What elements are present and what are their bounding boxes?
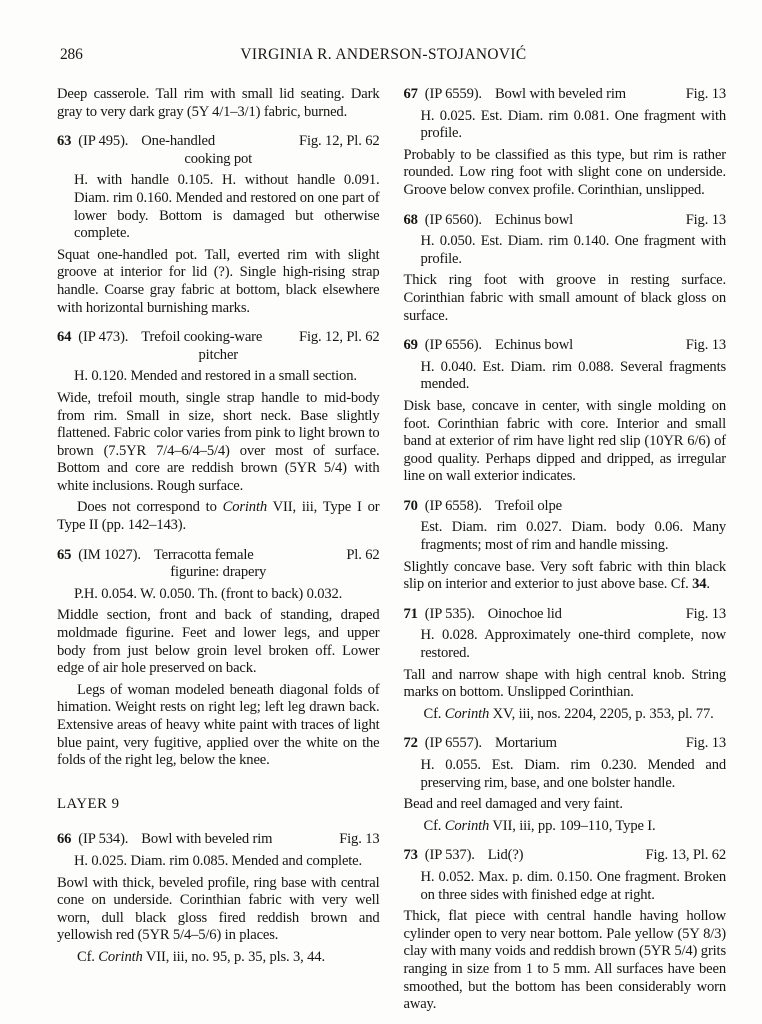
entry-heading [57,133,380,151]
layer-heading: LAYER 9 [57,795,120,812]
reference-text: XV, iii, nos. 2204, 2205, p. 353, pl. 77. [489,705,714,722]
entry-dimensions: H. 0.028. Approximately one-third complete, now restored. [420,627,726,662]
entry-dimensions: P.H. 0.054. W. 0.050. Th. (front to back) 0.032. [74,585,343,602]
entry-figure-ref: Fig. 13 [685,735,726,752]
entry-figure-ref: Fig. 13 [685,337,726,354]
entry-description-2: Legs of woman modeled beneath diagonal folds of himation. Weight rests on right leg; left leg drawn back. Extensive areas of heavy white paint with traces of light blue paint, very fugitive, applied over the white on the folds of the right leg, below the knee. [57,681,380,769]
entry-heading [404,735,727,753]
entry-title-line2: cooking pot [184,150,253,167]
entry-description: Bowl with thick, beveled profile, ring base with central cone on underside. Corinthian fabric with very well worn, dull black gloss fired reddish brown and yellowish red (5YR 5/4–5/6) in places. [57,874,380,944]
entry-title-line2: pitcher [198,346,238,363]
page-header [57,46,726,66]
reference-text: Does not correspond to [77,499,223,516]
entry-figure-ref: Fig. 13 [339,831,380,848]
reference-series-title: Corinth [98,948,143,965]
entry-description: Probably to be classified as this type, but rim is rather rounded. Low ring foot with slight cone on underside. Groove below convex profile. Corinthian, unslipped. [403,146,726,198]
catalog-entry-68 [404,212,727,326]
entry-title: Bowl with beveled rim [494,86,626,102]
running-head: VIRGINIA R. ANDERSON-STOJANOVIĆ [240,46,527,63]
entry-dimensions: H. 0.055. Est. Diam. rim 0.230. Mended and preserving rim, base, and one bolster handle. [420,757,726,791]
entry-reference [404,818,727,836]
entry-inventory: (IP 6559). [424,86,482,102]
entry-dimensions: H. 0.052. Max. p. dim. 0.150. One fragment. Broken on three sides with finished edge at right. [420,868,726,903]
entry-title: Echinus bowl [494,337,573,354]
catalog-entry-63 [57,133,380,317]
entry-title: Mortarium [494,735,557,752]
catalog-entry-70 [404,498,727,594]
entry-heading [404,337,727,355]
entry-description: Thick, flat piece with central handle having hollow cylinder open to very near bottom. Pale yellow (5Y 8/3) clay with many voids and reddish brown (5YR 5/4) grits ranging in size from 1 to 5 mm. All surfaces have been smoothed, but the bottom has been considerably worn away. [403,908,726,1013]
description-text: . [706,576,710,593]
entry-number: 67 [403,86,418,102]
catalog-entry-72 [404,735,727,835]
catalog-entry-64 [57,329,380,535]
entry-description: Tall and narrow shape with high central knob. String marks on bottom. Unslipped Corinthian. [403,666,726,701]
entry-description: Middle section, front and back of standing, draped moldmade figurine. Feet and lower legs, and upper body from just below groin level broken off. Lower edge of air hole preserved on back. [57,607,380,677]
page-number: 286 [60,46,83,63]
reference-text: VII, iii, no. 95, p. 35, pls. 3, 44. [142,948,325,965]
entry-inventory: (IP 6556). [424,337,482,354]
intro-paragraph: Deep casserole. Tall rim with small lid seating. Dark gray to very dark gray (5Y 4/1–3/1) fabric, burned. [57,86,380,120]
entry-inventory: (IP 495). [78,133,129,150]
entry-figure-ref: Fig. 13, Pl. 62 [645,847,726,864]
entry-inventory: (IP 6560). [424,211,482,228]
entry-title: One-handled [141,133,216,150]
entry-number: 69 [403,337,418,354]
reference-text: VII, iii, Type I or Type II (pp. 142–143). [57,499,380,534]
entry-figure-ref: Fig. 13 [685,86,726,102]
entry-number: 63 [57,133,72,150]
description-text: Slightly concave base. Very soft fabric with thin black slip on interior and exterior to just above base. Cf. [403,558,726,593]
entry-heading [404,606,727,624]
reference-text: VII, iii, pp. 109–110, Type I. [489,817,656,834]
text-columns [57,86,726,1016]
catalog-entry-73 [404,847,727,1013]
entry-description: Bead and reel damaged and very faint. [403,796,623,813]
catalog-cross-reference: 34 [692,576,707,593]
entry-number: 70 [403,497,418,514]
entry-inventory: (IP 537). [424,847,475,864]
entry-number: 72 [403,735,418,752]
entry-title: Trefoil olpe [494,497,562,514]
entry-title: Trefoil cooking-ware [141,329,263,346]
entry-figure-ref: Fig. 13 [685,605,726,622]
entry-dimensions: Est. Diam. rim 0.027. Diam. body 0.06. Many fragments; most of rim and handle missing. [420,519,726,554]
catalog-entry-65 [57,547,380,770]
entry-figure-ref: Pl. 62 [346,546,380,563]
entry-figure-ref: Fig. 13 [685,211,726,228]
entry-figure-ref: Fig. 12, Pl. 62 [299,329,380,346]
entry-heading [404,86,727,104]
catalog-entry-67 [404,86,727,200]
reference-text: Cf. [423,817,445,834]
entry-inventory: (IP 6558). [424,497,482,514]
entry-description: Disk base, concave in center, with single molding on foot. Corinthian fabric with core. Interior and small band at exterior of rim have light red slip (10YR 6/6) of good quality. Perhaps dipped and dripped, as irregular line on wall exterior indicates. [403,397,726,485]
entry-dimensions: H. with handle 0.105. H. without handle 0.091. Diam. rim 0.160. Mended and restored on one part of lower body. Bottom is damaged but otherwise complete. [74,172,380,242]
entry-number: 66 [57,831,72,848]
entry-figure-ref: Fig. 12, Pl. 62 [299,133,380,150]
entry-description [404,559,727,594]
entry-reference [404,706,727,724]
entry-inventory: (IP 6557). [424,735,482,752]
entry-title: Terracotta female [153,546,254,563]
entry-dimensions: H. 0.040. Est. Diam. rim 0.088. Several fragments mended. [420,358,726,393]
entry-inventory: (IP 534). [78,831,129,848]
reference-series-title: Corinth [222,499,268,516]
entry-title-line2: figurine: drapery [170,564,267,581]
entry-dimensions: H. 0.025. Diam. rim 0.085. Mended and complete. [74,852,363,869]
entry-heading [404,847,727,865]
catalog-entry-66 [57,831,380,966]
entry-number: 64 [57,329,72,346]
entry-description: Squat one-handled pot. Tall, everted rim with slight groove at interior for lid (?). Single high-rising strap handle. Coarse gray fabric at bottom, black elsewhere with horizontal burnishing marks. [57,246,380,316]
entry-title: Oinochoe lid [487,605,562,622]
entry-heading [404,212,727,230]
entry-inventory: (IP 535). [424,605,475,622]
reference-series-title: Corinth [444,817,490,834]
left-column [57,86,380,1016]
entry-reference [57,949,380,967]
entry-heading [404,498,727,516]
entry-title: Echinus bowl [494,211,573,228]
reference-text: Cf. [77,948,99,965]
entry-title: Bowl with beveled rim [141,831,273,848]
entry-dimensions: H. 0.025. Est. Diam. rim 0.081. One fragment with profile. [420,107,726,142]
entry-description: Thick ring foot with groove in resting surface. Corinthian fabric with small amount of black gloss on surface. [403,272,726,324]
right-column [404,86,727,1016]
entry-heading [57,329,380,347]
entry-description: Wide, trefoil mouth, single strap handle to mid-body from rim. Small in size, short neck. Base slightly flattened. Fabric color varies from pink to light brown to brown (7.5YR 7/4–6/4–5/4) over most of surface. Bottom and core are reddish brown (5YR 5/4) with white inclusions. Rough surface. [57,389,380,494]
entry-inventory: (IM 1027). [78,546,141,563]
reference-text: Cf. [423,705,445,722]
reference-series-title: Corinth [444,705,490,722]
entry-heading [57,831,380,849]
catalog-entry-71 [404,606,727,724]
entry-number: 65 [57,546,72,563]
entry-reference [57,499,380,534]
entry-title: Lid(?) [487,847,524,864]
entry-number: 73 [403,847,418,864]
entry-dimensions: H. 0.120. Mended and restored in a small section. [74,368,357,385]
entry-heading [57,547,380,565]
entry-inventory: (IP 473). [78,329,129,346]
catalog-entry-69 [404,337,727,486]
entry-number: 68 [403,211,418,228]
entry-number: 71 [403,605,418,622]
entry-dimensions: H. 0.050. Est. Diam. rim 0.140. One fragment with profile. [420,233,726,267]
